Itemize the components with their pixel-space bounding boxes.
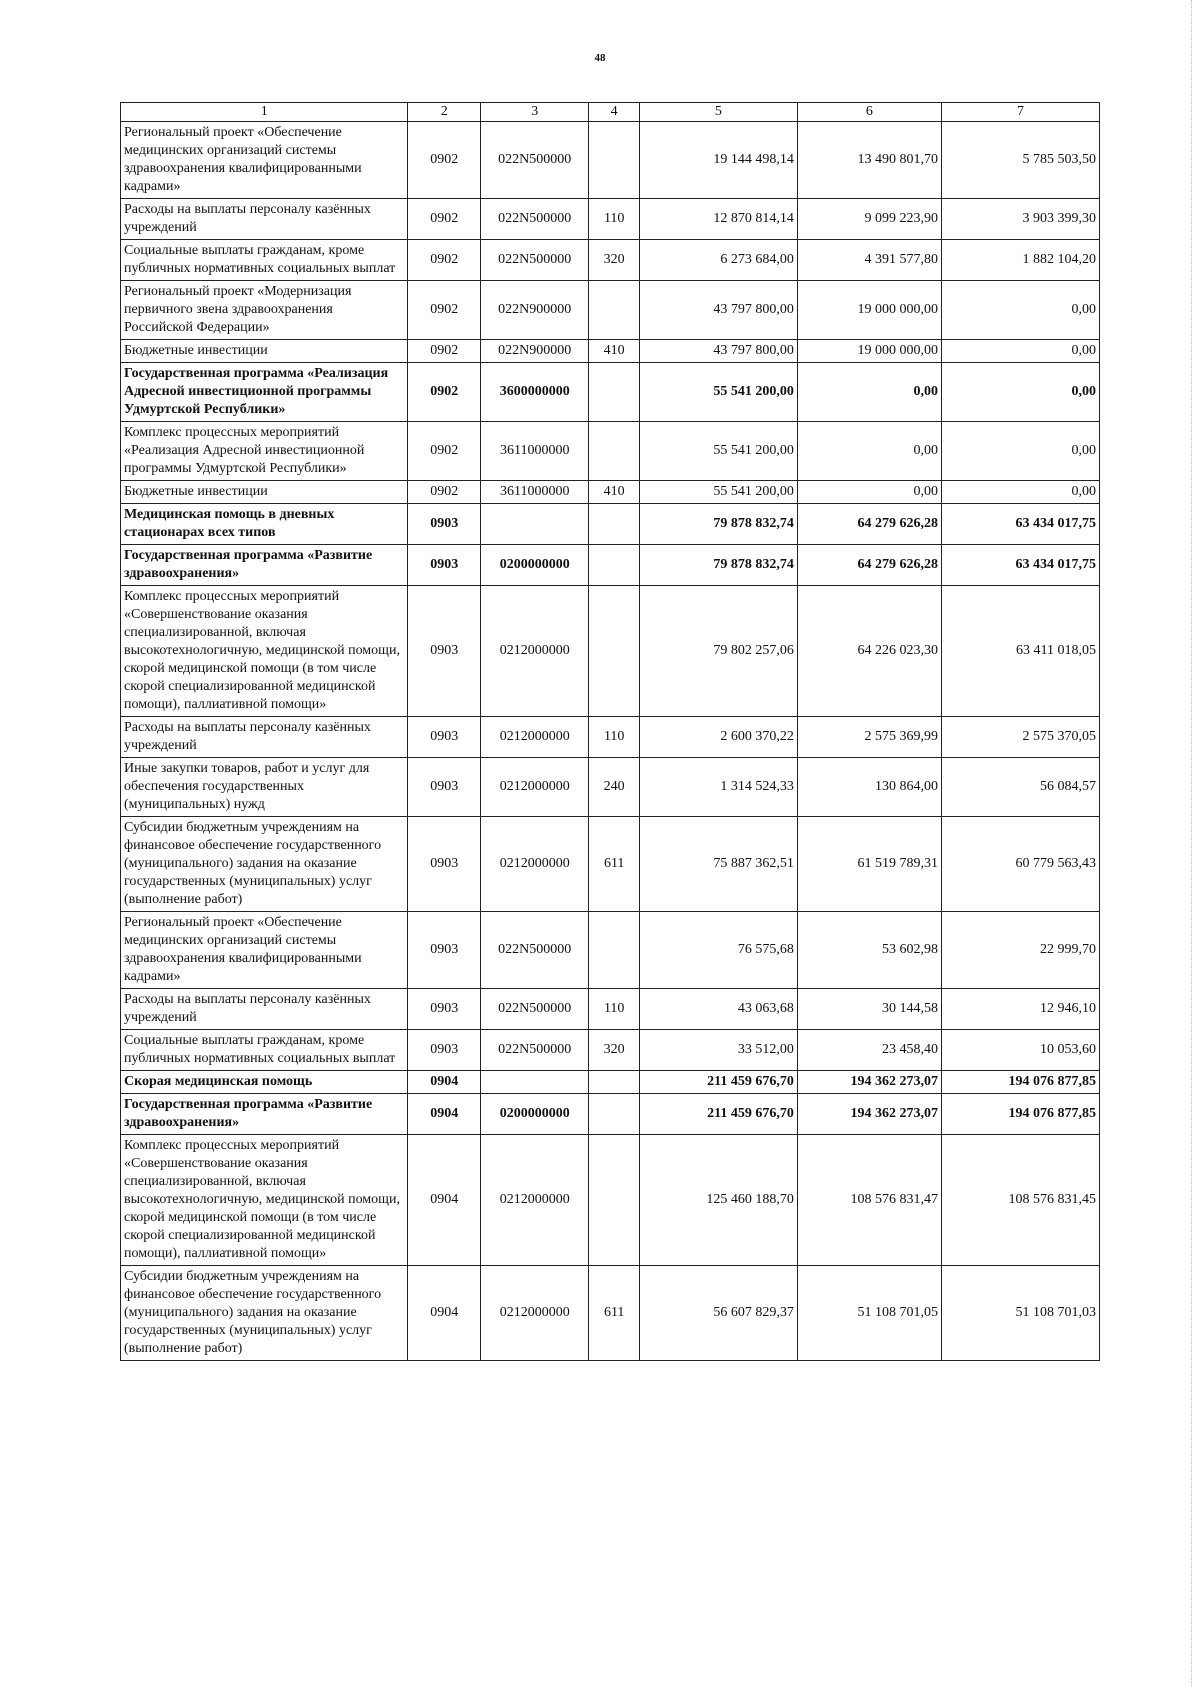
amount-col5: 55 541 200,00	[639, 363, 797, 422]
section-code: 0903	[408, 717, 481, 758]
amount-col6: 13 490 801,70	[797, 122, 941, 199]
amount-col7: 22 999,70	[942, 912, 1100, 989]
table-row	[121, 758, 1100, 817]
amount-col6: 30 144,58	[797, 989, 941, 1030]
amount-col7: 1 882 104,20	[942, 240, 1100, 281]
amount-col5: 125 460 188,70	[639, 1135, 797, 1266]
page-number: 48	[594, 52, 606, 64]
amount-col6: 53 602,98	[797, 912, 941, 989]
section-code: 0903	[408, 504, 481, 545]
expense-type-code	[589, 1071, 640, 1094]
amount-col5: 43 063,68	[639, 989, 797, 1030]
target-article-code: 0212000000	[481, 817, 589, 912]
expense-name: Бюджетные инвестиции	[121, 481, 408, 504]
target-article-code: 0212000000	[481, 586, 589, 717]
amount-col5: 12 870 814,14	[639, 199, 797, 240]
budget-table	[120, 102, 1100, 1361]
expense-name: Социальные выплаты гражданам, кроме публичных нормативных социальных выплат	[121, 1030, 408, 1071]
target-article-code: 0200000000	[481, 1094, 589, 1135]
section-code: 0903	[408, 758, 481, 817]
amount-col6: 19 000 000,00	[797, 281, 941, 340]
section-code: 0904	[408, 1266, 481, 1361]
target-article-code: 022N500000	[481, 199, 589, 240]
table-row	[121, 199, 1100, 240]
amount-col7: 5 785 503,50	[942, 122, 1100, 199]
amount-col7: 12 946,10	[942, 989, 1100, 1030]
section-code: 0904	[408, 1071, 481, 1094]
amount-col5: 19 144 498,14	[639, 122, 797, 199]
amount-col6: 9 099 223,90	[797, 199, 941, 240]
section-code: 0903	[408, 545, 481, 586]
expense-name: Расходы на выплаты персоналу казённых учреждений	[121, 989, 408, 1030]
amount-col5: 56 607 829,37	[639, 1266, 797, 1361]
amount-col5: 6 273 684,00	[639, 240, 797, 281]
table-row	[121, 1030, 1100, 1071]
scan-edge	[1188, 0, 1192, 1686]
section-code: 0904	[408, 1094, 481, 1135]
expense-name: Региональный проект «Обеспечение медицинских организаций системы здравоохранения квалифицированными кадрами»	[121, 122, 408, 199]
expense-type-code: 410	[589, 481, 640, 504]
amount-col7: 51 108 701,03	[942, 1266, 1100, 1361]
amount-col7: 63 411 018,05	[942, 586, 1100, 717]
target-article-code: 0212000000	[481, 1135, 589, 1266]
amount-col6: 4 391 577,80	[797, 240, 941, 281]
expense-name: Региональный проект «Модернизация первичного звена здравоохранения Российской Федерации»	[121, 281, 408, 340]
table-row	[121, 1135, 1100, 1266]
expense-name: Комплекс процессных мероприятий «Совершенствование оказания специализированной, включая высокотехнологичную, медицинской помощи, скорой медицинской помощи (в том числе скорой специализированной медицинской помощи), паллиативной помощи»	[121, 1135, 408, 1266]
amount-col7: 10 053,60	[942, 1030, 1100, 1071]
amount-col5: 79 878 832,74	[639, 545, 797, 586]
target-article-code: 022N500000	[481, 912, 589, 989]
expense-name: Социальные выплаты гражданам, кроме публичных нормативных социальных выплат	[121, 240, 408, 281]
expense-type-code: 320	[589, 240, 640, 281]
section-code: 0904	[408, 1135, 481, 1266]
target-article-code: 3600000000	[481, 363, 589, 422]
expense-name: Субсидии бюджетным учреждениям на финансовое обеспечение государственного (муниципального) задания на оказание государственных (муниципальных) услуг (выполнение работ)	[121, 817, 408, 912]
table-row	[121, 717, 1100, 758]
table-row	[121, 912, 1100, 989]
section-code: 0902	[408, 422, 481, 481]
section-code: 0902	[408, 340, 481, 363]
table-row	[121, 422, 1100, 481]
amount-col6: 51 108 701,05	[797, 1266, 941, 1361]
amount-col6: 0,00	[797, 422, 941, 481]
amount-col7: 0,00	[942, 340, 1100, 363]
expense-type-code	[589, 545, 640, 586]
amount-col7: 194 076 877,85	[942, 1094, 1100, 1135]
expense-name: Скорая медицинская помощь	[121, 1071, 408, 1094]
section-code: 0902	[408, 199, 481, 240]
amount-col7: 108 576 831,45	[942, 1135, 1100, 1266]
table-row	[121, 340, 1100, 363]
amount-col6: 108 576 831,47	[797, 1135, 941, 1266]
expense-name: Субсидии бюджетным учреждениям на финансовое обеспечение государственного (муниципального) задания на оказание государственных (муниципальных) услуг (выполнение работ)	[121, 1266, 408, 1361]
section-code: 0902	[408, 281, 481, 340]
target-article-code: 022N500000	[481, 122, 589, 199]
amount-col7: 63 434 017,75	[942, 504, 1100, 545]
amount-col6: 0,00	[797, 363, 941, 422]
table-row	[121, 989, 1100, 1030]
amount-col6: 61 519 789,31	[797, 817, 941, 912]
amount-col5: 75 887 362,51	[639, 817, 797, 912]
amount-col6: 194 362 273,07	[797, 1071, 941, 1094]
amount-col7: 60 779 563,43	[942, 817, 1100, 912]
target-article-code: 022N500000	[481, 1030, 589, 1071]
target-article-code: 0200000000	[481, 545, 589, 586]
section-code: 0903	[408, 912, 481, 989]
expense-name: Комплекс процессных мероприятий «Реализация Адресной инвестиционной программы Удмуртской Республики»	[121, 422, 408, 481]
target-article-code: 022N900000	[481, 340, 589, 363]
target-article-code: 0212000000	[481, 717, 589, 758]
expense-name: Медицинская помощь в дневных стационарах всех типов	[121, 504, 408, 545]
amount-col7: 0,00	[942, 481, 1100, 504]
section-code: 0903	[408, 989, 481, 1030]
amount-col6: 130 864,00	[797, 758, 941, 817]
expense-type-code: 611	[589, 1266, 640, 1361]
expense-type-code	[589, 281, 640, 340]
expense-name: Государственная программа «Реализация Адресной инвестиционной программы Удмуртской Республики»	[121, 363, 408, 422]
target-article-code: 022N500000	[481, 989, 589, 1030]
expense-name: Комплекс процессных мероприятий «Совершенствование оказания специализированной, включая высокотехнологичную, медицинской помощи, скорой медицинской помощи (в том числе скорой специализированной медицинской помощи), паллиативной помощи»	[121, 586, 408, 717]
amount-col5: 33 512,00	[639, 1030, 797, 1071]
amount-col5: 1 314 524,33	[639, 758, 797, 817]
expense-type-code	[589, 422, 640, 481]
column-number-row	[121, 103, 1100, 122]
expense-name: Государственная программа «Развитие здравоохранения»	[121, 545, 408, 586]
column-number: 5	[639, 103, 797, 122]
section-code: 0902	[408, 240, 481, 281]
table-row	[121, 586, 1100, 717]
amount-col5: 79 802 257,06	[639, 586, 797, 717]
amount-col7: 56 084,57	[942, 758, 1100, 817]
section-code: 0903	[408, 1030, 481, 1071]
amount-col6: 2 575 369,99	[797, 717, 941, 758]
target-article-code	[481, 1071, 589, 1094]
amount-col5: 211 459 676,70	[639, 1071, 797, 1094]
amount-col7: 3 903 399,30	[942, 199, 1100, 240]
section-code: 0902	[408, 481, 481, 504]
amount-col5: 43 797 800,00	[639, 281, 797, 340]
expense-type-code: 240	[589, 758, 640, 817]
expense-type-code	[589, 122, 640, 199]
expense-type-code	[589, 504, 640, 545]
expense-type-code: 611	[589, 817, 640, 912]
section-code: 0902	[408, 363, 481, 422]
amount-col6: 64 279 626,28	[797, 504, 941, 545]
section-code: 0903	[408, 817, 481, 912]
target-article-code: 022N900000	[481, 281, 589, 340]
amount-col5: 76 575,68	[639, 912, 797, 989]
target-article-code: 0212000000	[481, 758, 589, 817]
table-row	[121, 545, 1100, 586]
expense-type-code: 320	[589, 1030, 640, 1071]
target-article-code: 0212000000	[481, 1266, 589, 1361]
amount-col7: 63 434 017,75	[942, 545, 1100, 586]
amount-col7: 0,00	[942, 422, 1100, 481]
table-row	[121, 817, 1100, 912]
column-number: 3	[481, 103, 589, 122]
amount-col5: 79 878 832,74	[639, 504, 797, 545]
table-row	[121, 240, 1100, 281]
column-number: 2	[408, 103, 481, 122]
expense-type-code: 110	[589, 989, 640, 1030]
table-row	[121, 363, 1100, 422]
amount-col5: 55 541 200,00	[639, 422, 797, 481]
section-code: 0903	[408, 586, 481, 717]
expense-type-code: 410	[589, 340, 640, 363]
amount-col7: 0,00	[942, 281, 1100, 340]
amount-col6: 19 000 000,00	[797, 340, 941, 363]
amount-col6: 64 226 023,30	[797, 586, 941, 717]
table-row	[121, 504, 1100, 545]
amount-col5: 2 600 370,22	[639, 717, 797, 758]
target-article-code: 3611000000	[481, 481, 589, 504]
section-code: 0902	[408, 122, 481, 199]
column-number: 4	[589, 103, 640, 122]
table-row	[121, 122, 1100, 199]
amount-col5: 211 459 676,70	[639, 1094, 797, 1135]
expense-type-code	[589, 1135, 640, 1266]
expense-name: Бюджетные инвестиции	[121, 340, 408, 363]
table-row	[121, 1094, 1100, 1135]
amount-col7: 2 575 370,05	[942, 717, 1100, 758]
column-number: 6	[797, 103, 941, 122]
table-row	[121, 1071, 1100, 1094]
expense-type-code: 110	[589, 199, 640, 240]
expense-name: Расходы на выплаты персоналу казённых учреждений	[121, 717, 408, 758]
amount-col6: 64 279 626,28	[797, 545, 941, 586]
target-article-code: 022N500000	[481, 240, 589, 281]
target-article-code: 3611000000	[481, 422, 589, 481]
amount-col5: 43 797 800,00	[639, 340, 797, 363]
expense-name: Государственная программа «Развитие здравоохранения»	[121, 1094, 408, 1135]
expense-name: Иные закупки товаров, работ и услуг для обеспечения государственных (муниципальных) нужд	[121, 758, 408, 817]
amount-col6: 194 362 273,07	[797, 1094, 941, 1135]
table-row	[121, 1266, 1100, 1361]
column-number: 7	[942, 103, 1100, 122]
amount-col6: 23 458,40	[797, 1030, 941, 1071]
expense-name: Региональный проект «Обеспечение медицинских организаций системы здравоохранения квалифицированными кадрами»	[121, 912, 408, 989]
expense-type-code	[589, 586, 640, 717]
amount-col7: 194 076 877,85	[942, 1071, 1100, 1094]
table-row	[121, 281, 1100, 340]
amount-col6: 0,00	[797, 481, 941, 504]
target-article-code	[481, 504, 589, 545]
table-row	[121, 481, 1100, 504]
expense-type-code	[589, 1094, 640, 1135]
expense-name: Расходы на выплаты персоналу казённых учреждений	[121, 199, 408, 240]
expense-type-code: 110	[589, 717, 640, 758]
amount-col7: 0,00	[942, 363, 1100, 422]
amount-col5: 55 541 200,00	[639, 481, 797, 504]
expense-type-code	[589, 912, 640, 989]
expense-type-code	[589, 363, 640, 422]
column-number: 1	[121, 103, 408, 122]
